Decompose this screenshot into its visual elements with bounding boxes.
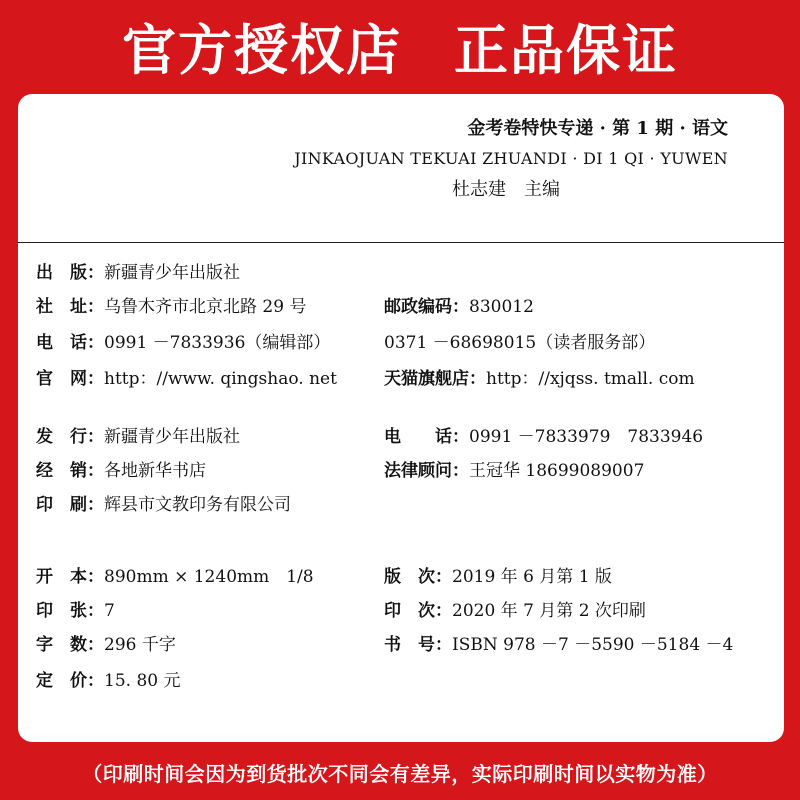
field-value: 2020 年 7 月第 2 次印刷 bbox=[452, 601, 646, 621]
genuine-guarantee-text: 正品保证 bbox=[454, 18, 678, 82]
field-label: 出 版： bbox=[36, 263, 104, 283]
field-value: 2019 年 6 月第 1 版 bbox=[452, 567, 612, 587]
field-label: 印 次： bbox=[384, 601, 452, 621]
field-value: 新疆青少年出版社 bbox=[104, 263, 240, 283]
field-label: 版 次： bbox=[384, 567, 452, 587]
field-value: ISBN 978 －7 －5590 －5184 －4 bbox=[452, 635, 734, 655]
field-value: 0371 －68698015（读者服务部） bbox=[384, 333, 656, 353]
field-value: http：//www. qingshao. net bbox=[104, 369, 337, 389]
field-label: 社 址： bbox=[36, 297, 104, 317]
book-header bbox=[294, 114, 728, 206]
distribution-row bbox=[36, 422, 240, 447]
field-value: 296 千字 bbox=[104, 635, 176, 655]
print-time-notice: （印刷时间会因为到货批次不同会有差异，实际印刷时间以实物为准） bbox=[82, 762, 718, 786]
field-label: 印 张： bbox=[36, 601, 104, 621]
edition-row bbox=[384, 562, 612, 587]
print-run-row bbox=[384, 596, 646, 621]
field-value: 新疆青少年出版社 bbox=[104, 427, 240, 447]
field-label: 法律顾问： bbox=[384, 461, 469, 481]
field-value: 王冠华 18699089007 bbox=[469, 461, 645, 481]
book-editor: 杜志建 主编 bbox=[452, 179, 560, 200]
field-label: 电 话： bbox=[384, 427, 469, 447]
isbn-row bbox=[384, 630, 733, 655]
tmall-store-row bbox=[384, 364, 695, 389]
field-label: 经 销： bbox=[36, 461, 104, 481]
field-value: 890mm × 1240mm 1/8 bbox=[104, 567, 314, 587]
field-value: 830012 bbox=[469, 297, 534, 317]
postcode-row bbox=[384, 292, 534, 317]
field-label: 邮政编码： bbox=[384, 297, 469, 317]
field-label: 印 刷： bbox=[36, 495, 104, 515]
word-count-row bbox=[36, 630, 176, 655]
distribution-phone-row bbox=[384, 422, 703, 447]
website-row bbox=[36, 364, 337, 389]
authorized-store-text: 官方授权店 bbox=[122, 18, 402, 82]
field-value: 乌鲁木齐市北京北路 29 号 bbox=[104, 297, 307, 317]
field-label: 字 数： bbox=[36, 635, 104, 655]
header-divider bbox=[18, 242, 784, 243]
format-row bbox=[36, 562, 314, 587]
sheets-row bbox=[36, 596, 115, 621]
field-value: 辉县市文教印务有限公司 bbox=[104, 495, 291, 515]
copyright-page-card bbox=[18, 94, 784, 742]
field-label: 发 行： bbox=[36, 427, 104, 447]
legal-advisor-row bbox=[384, 456, 644, 481]
printer-row bbox=[36, 490, 291, 515]
book-title-pinyin: JINKAOJUAN TEKUAI ZHUANDI · DI 1 QI · YUWEN bbox=[294, 149, 728, 168]
field-label: 开 本： bbox=[36, 567, 104, 587]
field-value: http：//xjqss. tmall. com bbox=[486, 369, 695, 389]
field-value: 7 bbox=[104, 601, 115, 621]
field-label: 天猫旗舰店： bbox=[384, 369, 486, 389]
book-title: 金考卷特快专递 · 第 1 期 · 语文 bbox=[467, 118, 728, 139]
phone-row bbox=[36, 328, 330, 353]
price-row bbox=[36, 666, 180, 691]
publisher-row bbox=[36, 258, 240, 283]
field-label: 电 话： bbox=[36, 333, 104, 353]
field-value: 15. 80 元 bbox=[104, 671, 181, 691]
field-value: 0991 －7833979 7833946 bbox=[469, 427, 704, 447]
seller-row bbox=[36, 456, 206, 481]
field-label: 官 网： bbox=[36, 369, 104, 389]
field-label: 书 号： bbox=[384, 635, 452, 655]
address-row bbox=[36, 292, 306, 317]
field-value: 0991 －7833936（编辑部） bbox=[104, 333, 331, 353]
reader-service-row bbox=[384, 328, 655, 353]
promo-banner bbox=[0, 0, 800, 92]
field-value: 各地新华书店 bbox=[104, 461, 206, 481]
field-label: 定 价： bbox=[36, 671, 104, 691]
